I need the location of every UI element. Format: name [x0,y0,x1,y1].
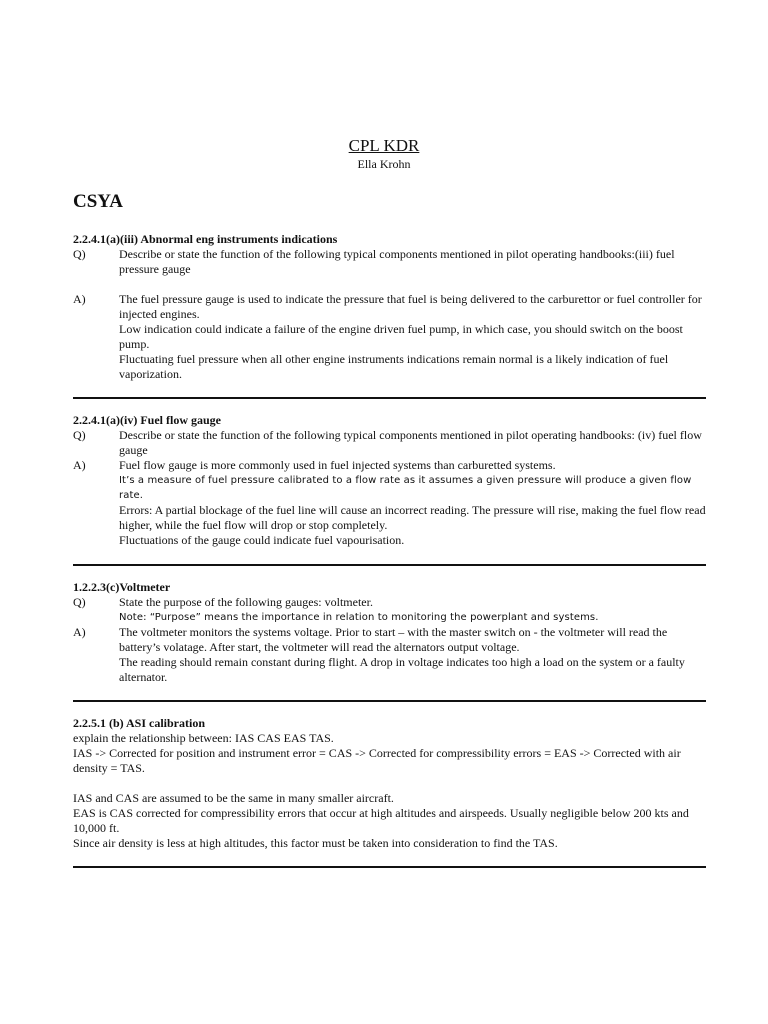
answer-text [119,625,706,685]
answer-row [73,292,706,382]
answer-paragraph: The fuel pressure gauge is used to indicate the pressure that fuel is being delivered to the carburettor or fuel controller for injected engines. [119,292,702,321]
answer-row [73,458,706,548]
section-voltmeter [73,580,706,685]
section-heading: 2.2.4.1(a)(iv) Fuel flow gauge [73,413,221,427]
body-paragraph: explain the relationship between: IAS CAS EAS TAS. [73,731,334,745]
question-label: Q) [73,428,86,442]
answer-label: A) [73,625,86,639]
answer-paragraph: Fluctuations of the gauge could indicate fuel vapourisation. [119,533,405,547]
answer-paragraph: Fluctuating fuel pressure when all other engine instruments indications remain normal is a likely indication of fuel vaporization. [119,352,669,381]
answer-paragraph: It’s a measure of fuel pressure calibrated to a flow rate as it assumes a given pressure will produce a given flow rate. [119,475,692,501]
body-paragraph: IAS -> Corrected for position and instrument error = CAS -> Corrected for compressibility errors = EAS -> Corrected with air density = TAS. [73,746,681,775]
answer-paragraph: Low indication could indicate a failure of the engine driven fuel pump, in which case, you should switch on the boost pump. [119,322,683,351]
answer-paragraph: Fuel flow gauge is more commonly used in fuel injected systems than carburetted systems. [119,458,556,472]
section-asi-calibration [73,716,706,851]
body-paragraph: IAS and CAS are assumed to be the same in many smaller aircraft. [73,791,394,805]
question-text: Describe or state the function of the following typical components mentioned in pilot operating handbooks:(iii) fuel pressure gauge [119,247,675,276]
answer-label: A) [73,292,86,306]
answer-paragraph: Errors: A partial blockage of the fuel line will cause an incorrect reading. The pressure will rise, making the fuel flow read higher, while the fuel flow will drop or stop completely. [119,503,706,532]
section-divider [73,564,706,566]
question-label: Q) [73,595,86,609]
answer-paragraph: The voltmeter monitors the systems voltage. Prior to start – with the master switch on - the voltmeter will read the battery’s volatage. After start, the voltmeter will read the alternators output voltage. [119,625,668,654]
section-fuel-flow [73,413,706,548]
question-row [73,428,706,458]
section-divider [73,700,706,702]
section-divider [73,397,706,399]
answer-paragraph: The reading should remain constant during flight. A drop in voltage indicates too high a load on the system or a faulty alternator. [119,655,685,684]
document-author: Ella Krohn [357,157,411,171]
section-heading: 2.2.4.1(a)(iii) Abnormal eng instruments indications [73,232,338,246]
question-note: Note: “Purpose” means the importance in relation to monitoring the powerplant and systems. [119,612,599,623]
document-title: CPL KDR [348,136,420,155]
section-heading: 2.2.5.1 (b) ASI calibration [73,716,206,730]
question-label: Q) [73,247,86,261]
answer-text [119,292,706,382]
body-paragraph: EAS is CAS corrected for compressibility errors that occur at high altitudes and airspeeds. Usually negligible below 200 kts and 10,000 ft. [73,806,689,835]
question-row [73,247,706,277]
question-row [73,595,706,625]
question-text: Describe or state the function of the following typical components mentioned in pilot operating handbooks: (iv) fuel flow gauge [119,428,702,457]
body-paragraph: Since air density is less at high altitudes, this factor must be taken into consideration to find the TAS. [73,836,558,850]
subject-heading: CSYA [73,191,123,212]
question-text: State the purpose of the following gauges: voltmeter. [119,595,373,609]
answer-text [119,458,706,548]
section-heading: 1.2.2.3(c)Voltmeter [73,580,171,594]
section-divider [73,866,706,868]
answer-row [73,625,706,685]
section-fuel-pressure [73,232,706,382]
answer-label: A) [73,458,86,472]
